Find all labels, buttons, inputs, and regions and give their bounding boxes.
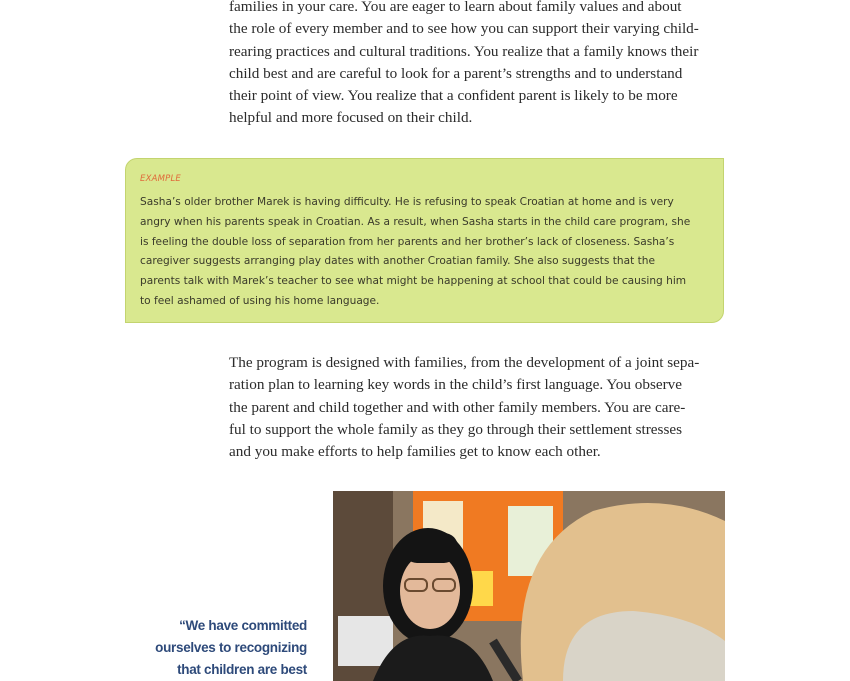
paragraph-line: ful to support the whole family as they go through their settlement stresses bbox=[229, 420, 683, 438]
pull-quote bbox=[107, 615, 307, 681]
example-line: parents talk with Marek’s teacher to see what might be happening at school that could be causing him bbox=[140, 275, 687, 288]
example-line: angry when his parents speak in Croatian. As a result, when Sasha starts in the child care program, she bbox=[140, 215, 691, 228]
example-box bbox=[125, 158, 724, 323]
paragraph-line: helpful and more focused on their child. bbox=[229, 109, 473, 127]
example-line: is feeling the double loss of separation from her parents and her brother’s lack of closeness. Sasha’s bbox=[140, 235, 675, 248]
paragraph-line: the role of every member and to see how you can support their varying child- bbox=[229, 20, 699, 38]
quote-line: “We have committed bbox=[179, 618, 307, 633]
paragraph-line: The program is designed with families, from the development of a joint sepa- bbox=[229, 354, 700, 371]
example-text bbox=[140, 193, 712, 312]
paragraph-line: and you make efforts to help families get to know each other. bbox=[229, 443, 601, 461]
paragraph-line: the parent and child together and with other family members. You are care- bbox=[229, 398, 686, 416]
quote-line: that children are best bbox=[177, 662, 307, 677]
photo-illustration bbox=[333, 491, 725, 681]
paragraph-line: rearing practices and cultural traditions. You realize that a family knows their bbox=[229, 42, 699, 60]
quote-line: ourselves to recognizing bbox=[155, 640, 307, 655]
body-paragraph-1 bbox=[229, 0, 729, 130]
bangs bbox=[403, 533, 458, 563]
example-line: Sasha’s older brother Marek is having difficulty. He is refusing to speak Croatian at home and is very bbox=[140, 196, 674, 208]
body-paragraph-2 bbox=[229, 352, 729, 463]
paragraph-line: families in your care. You are eager to learn about family values and about bbox=[229, 0, 682, 15]
paragraph-line: child best and are careful to look for a parent’s strengths and to understand bbox=[229, 64, 683, 82]
classroom-photo bbox=[333, 491, 725, 681]
paragraph-line: ration plan to learning key words in the child’s first language. You observe bbox=[229, 376, 683, 394]
paragraph-line: their point of view. You realize that a confident parent is likely to be more bbox=[229, 87, 678, 105]
example-line: to feel ashamed of using his home language. bbox=[140, 294, 380, 307]
example-line: caregiver suggests arranging play dates with another Croatian family. She also suggests that the bbox=[140, 255, 656, 268]
example-label: EXAMPLE bbox=[140, 174, 181, 184]
